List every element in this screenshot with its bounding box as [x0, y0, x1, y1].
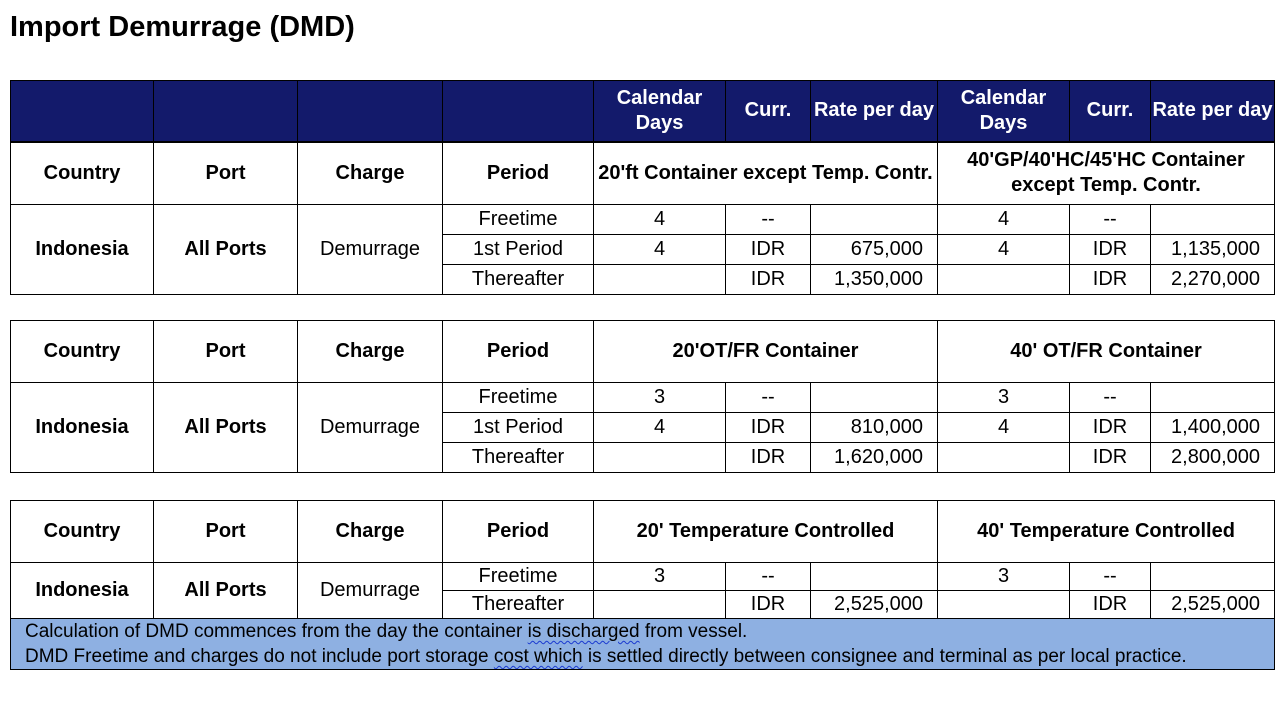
currency-cell: IDR — [1070, 591, 1151, 619]
port-cell: All Ports — [154, 205, 298, 295]
container-type-header: 40' OT/FR Container — [938, 321, 1275, 383]
period-cell: 1st Period — [443, 235, 594, 265]
column-header-row — [11, 142, 1275, 205]
country-cell: Indonesia — [11, 205, 154, 295]
container-type-header: 20'OT/FR Container — [594, 321, 938, 383]
days-cell: 3 — [594, 383, 726, 413]
demurrage-table-ot-fr — [10, 320, 1275, 473]
page-title: Import Demurrage (DMD) — [10, 11, 355, 43]
demurrage-table-standard — [10, 80, 1275, 295]
rate-cell — [811, 383, 938, 413]
rate-cell — [811, 563, 938, 591]
charge-cell: Demurrage — [298, 563, 443, 619]
charge-header: Charge — [298, 321, 443, 383]
rate-cell: 1,135,000 — [1151, 235, 1275, 265]
currency-cell: IDR — [726, 235, 811, 265]
rate-per-day-header: Rate per day — [1151, 81, 1275, 142]
charge-cell: Demurrage — [298, 205, 443, 295]
calendar-days-header: Calendar Days — [594, 81, 726, 142]
currency-cell: IDR — [726, 413, 811, 443]
country-cell: Indonesia — [11, 383, 154, 473]
note-line-2 — [25, 644, 1274, 669]
column-header-row — [11, 321, 1275, 383]
currency-cell: -- — [1070, 383, 1151, 413]
currency-cell: IDR — [726, 591, 811, 619]
country-header: Country — [11, 321, 154, 383]
days-cell: 4 — [594, 235, 726, 265]
note-flagged-text: is discharged — [527, 621, 640, 642]
period-cell: Freetime — [443, 205, 594, 235]
note-flagged-text: cost which — [493, 646, 583, 667]
days-cell: 4 — [938, 205, 1070, 235]
days-cell: 4 — [594, 413, 726, 443]
currency-cell: -- — [1070, 563, 1151, 591]
port-header: Port — [154, 501, 298, 563]
rate-cell: 810,000 — [811, 413, 938, 443]
currency-cell: -- — [726, 563, 811, 591]
notes-row — [11, 619, 1275, 670]
port-cell: All Ports — [154, 563, 298, 619]
country-cell: Indonesia — [11, 563, 154, 619]
country-header: Country — [11, 501, 154, 563]
note-text: from vessel. — [639, 621, 748, 642]
calendar-days-header: Calendar Days — [938, 81, 1070, 142]
period-cell: Freetime — [443, 383, 594, 413]
rate-per-day-header: Rate per day — [811, 81, 938, 142]
days-cell — [938, 443, 1070, 473]
period-header: Period — [443, 142, 594, 205]
table-row — [11, 383, 1275, 413]
rate-cell: 1,620,000 — [811, 443, 938, 473]
period-cell: Thereafter — [443, 265, 594, 295]
rate-cell — [1151, 563, 1275, 591]
days-cell: 3 — [938, 563, 1070, 591]
column-header-row — [11, 501, 1275, 563]
period-header: Period — [443, 321, 594, 383]
port-header: Port — [154, 321, 298, 383]
calendar-header-row — [11, 81, 1275, 142]
rate-cell: 2,525,000 — [1151, 591, 1275, 619]
period-cell: 1st Period — [443, 413, 594, 443]
days-cell — [938, 265, 1070, 295]
currency-cell: IDR — [1070, 443, 1151, 473]
currency-cell: -- — [726, 205, 811, 235]
currency-cell: IDR — [1070, 265, 1151, 295]
table-row — [11, 563, 1275, 591]
rate-cell: 675,000 — [811, 235, 938, 265]
currency-cell: IDR — [726, 265, 811, 295]
days-cell: 4 — [594, 205, 726, 235]
blank-header-cell — [154, 81, 298, 142]
period-cell: Thereafter — [443, 591, 594, 619]
currency-cell: IDR — [1070, 413, 1151, 443]
blank-header-cell — [443, 81, 594, 142]
rate-cell: 2,800,000 — [1151, 443, 1275, 473]
demurrage-table-temperature-controlled — [10, 500, 1275, 670]
currency-header: Curr. — [1070, 81, 1151, 142]
rate-cell — [811, 205, 938, 235]
rate-cell: 2,525,000 — [811, 591, 938, 619]
currency-cell: -- — [726, 383, 811, 413]
days-cell: 3 — [594, 563, 726, 591]
charge-header: Charge — [298, 501, 443, 563]
period-header: Period — [443, 501, 594, 563]
blank-header-cell — [298, 81, 443, 142]
days-cell: 4 — [938, 413, 1070, 443]
blank-header-cell — [11, 81, 154, 142]
port-cell: All Ports — [154, 383, 298, 473]
note-line-1 — [25, 619, 1274, 644]
country-header: Country — [11, 142, 154, 205]
rate-cell: 1,350,000 — [811, 265, 938, 295]
days-cell — [594, 443, 726, 473]
rate-cell — [1151, 383, 1275, 413]
rate-cell: 2,270,000 — [1151, 265, 1275, 295]
days-cell — [594, 265, 726, 295]
container-type-header: 40'GP/40'HC/45'HC Container except Temp. Contr. — [938, 142, 1275, 205]
currency-cell: -- — [1070, 205, 1151, 235]
currency-cell: IDR — [1070, 235, 1151, 265]
days-cell — [594, 591, 726, 619]
days-cell: 4 — [938, 235, 1070, 265]
table-row — [11, 205, 1275, 235]
note-text: is settled directly between consignee and terminal as per local practice. — [582, 646, 1187, 667]
notes-cell — [11, 619, 1275, 670]
container-type-header: 40' Temperature Controlled — [938, 501, 1275, 563]
note-text: DMD Freetime and charges do not include port storage — [25, 646, 494, 667]
port-header: Port — [154, 142, 298, 205]
charge-cell: Demurrage — [298, 383, 443, 473]
container-type-header: 20' Temperature Controlled — [594, 501, 938, 563]
days-cell — [938, 591, 1070, 619]
rate-cell: 1,400,000 — [1151, 413, 1275, 443]
currency-cell: IDR — [726, 443, 811, 473]
period-cell: Freetime — [443, 563, 594, 591]
rate-cell — [1151, 205, 1275, 235]
note-text: Calculation of DMD commences from the day the container — [25, 621, 528, 642]
days-cell: 3 — [938, 383, 1070, 413]
container-type-header: 20'ft Container except Temp. Contr. — [594, 142, 938, 205]
period-cell: Thereafter — [443, 443, 594, 473]
charge-header: Charge — [298, 142, 443, 205]
currency-header: Curr. — [726, 81, 811, 142]
